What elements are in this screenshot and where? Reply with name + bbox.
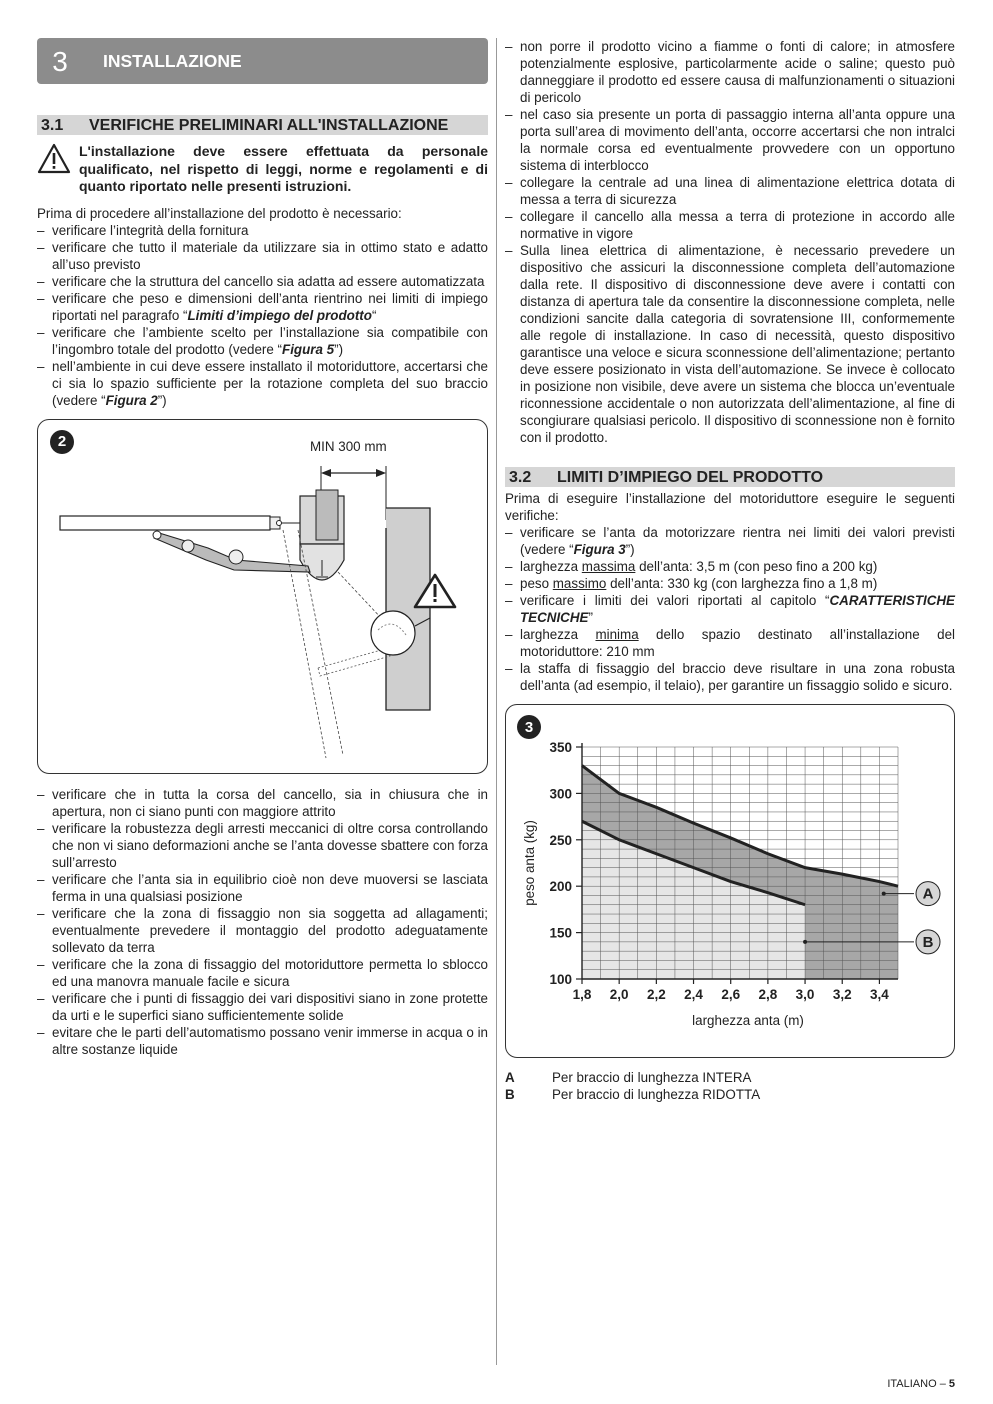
reference-link[interactable]: Limiti d’impiego del prodotto [187, 307, 372, 323]
warning-block [37, 143, 488, 196]
legend-item-a: A Per braccio di lunghezza INTERA [505, 1070, 752, 1085]
section-number: 3.2 [509, 468, 532, 486]
usage-limits-list [505, 524, 955, 694]
figure-number: 3 [517, 715, 541, 739]
y-tick-label: 350 [549, 740, 572, 755]
min-distance-label: MIN 300 mm [310, 438, 387, 454]
y-tick-label: 100 [549, 972, 572, 987]
list-item: – verificare se l’anta da motorizzare rientra nei limiti dei valori previsti (vedere “Figura 3”) [505, 524, 955, 558]
section-title: VERIFICHE PRELIMINARI ALL'INSTALLAZIONE [89, 116, 449, 134]
list-item: – verificare l’integrità della fornitura [37, 222, 488, 239]
list-item: – verificare che l’ambiente scelto per l’installazione sia compatibile con l’ingombro totale del prodotto (vedere “Figura 5”) [37, 324, 488, 358]
list-item: – peso massimo dell’anta: 330 kg (con larghezza fino a 1,8 m) [505, 575, 955, 592]
figure-number: 2 [50, 430, 74, 454]
figure-2 [37, 419, 488, 774]
x-axis-label: larghezza anta (m) [692, 1013, 804, 1028]
list-item: – verificare la robustezza degli arresti meccanici di oltre corsa controllando che non vi siano deformazioni anche se l’anta dovesse sbattere con forza sull’arresto [37, 820, 488, 871]
list-item: – larghezza massima dell’anta: 3,5 m (con peso fino a 200 kg) [505, 558, 955, 575]
list-item: – evitare che le parti dell’automatismo possano venir immerse in acqua o in altre sostanze liquide [37, 1024, 488, 1058]
x-tick-label: 2,6 [721, 987, 741, 1002]
preliminary-checks-list-continued [37, 786, 488, 1058]
list-item: – collegare il cancello alla messa a terra di protezione in accordo alle normative in vigore [505, 208, 955, 242]
section-title: LIMITI D’IMPIEGO DEL PRODOTTO [557, 468, 824, 486]
x-tick-label: 1,8 [572, 987, 592, 1002]
y-tick-label: 200 [549, 879, 572, 895]
list-item: – collegare la centrale ad una linea di alimentazione elettrica dotata di messa a terra di sicurezza [505, 174, 955, 208]
list-item: – verificare che l’anta sia in equilibrio cioè non deve muoversi se lasciata ferma in una qualsiasi posizione [37, 871, 488, 905]
reference-link[interactable]: CARATTERISTICHE TECNICHE [520, 593, 955, 625]
preliminary-checks-list [37, 222, 488, 409]
chart-legend [505, 1069, 955, 1103]
list-item: – verificare i limiti dei valori riportati al capitolo “CARATTERISTICHE TECNICHE” [505, 592, 955, 626]
legend-item-b: B Per braccio di lunghezza RIDOTTA [505, 1087, 761, 1102]
list-item: – verificare che tutto il materiale da utilizzare sia in ottimo stato e adatto all’uso previsto [37, 239, 488, 273]
section-number: 3.1 [41, 116, 64, 134]
y-axis-label: peso anta (kg) [522, 820, 537, 906]
list-item: – larghezza minima dello spazio destinato all’installazione del motoriduttore: 210 mm [505, 626, 955, 660]
page-footer [887, 1378, 955, 1390]
x-tick-label: 2,2 [646, 987, 666, 1002]
y-tick-label: 300 [549, 786, 572, 802]
list-item: – verificare che peso e dimensioni dell’anta rientrino nei limiti di impiego riportati nel paragrafo “Limiti d’impiego del prodotto“ [37, 290, 488, 324]
list-item: – verificare che la zona di fissaggio non sia soggetta ad allagamenti; eventualmente prevedere il montaggio del prodotto adeguatamente sollevato da terra [37, 905, 488, 956]
x-tick-label: 3,4 [870, 987, 889, 1002]
page-number: 5 [948, 1378, 955, 1390]
list-item: – verificare che i punti di fissaggio dei vari dispositivi siano in zone protette da urti e le superfici siano sufficientemente solide [37, 990, 488, 1024]
list-item: – nell’ambiente in cui deve essere installato il motoriduttore, accertarsi che ci sia lo spazio sufficiente per la rotazione completa del suo braccio (vedere “Figura 2”) [37, 358, 488, 409]
right-column [505, 38, 955, 1103]
warning-text: L'installazione deve essere effettuata da personale qualificato, nel rispetto di leggi, norme e regolamenti e di quanto riportato nelle presenti istruzioni. [79, 143, 488, 194]
series-marker-label: A [922, 885, 934, 903]
x-tick-label: 3,2 [832, 987, 852, 1002]
list-item: – verificare che in tutta la corsa del cancello, sia in chiusura che in apertura, non ci siano punti con maggiore attrito [37, 786, 488, 820]
intro-text: Prima di procedere all’installazione del prodotto è necessario: [37, 205, 402, 221]
list-item: – verificare che la struttura del cancello sia adatta ad essere automatizzata [37, 273, 488, 290]
y-tick-label: 250 [549, 832, 572, 848]
installation-checks-list [505, 38, 955, 446]
x-tick-label: 2,4 [684, 987, 703, 1002]
list-item: – verificare che la zona di fissaggio del motoriduttore permetta lo sblocco ed una manovra manuale facile e sicura [37, 956, 488, 990]
figure-3 [505, 704, 955, 1058]
x-tick-label: 2,0 [609, 987, 629, 1002]
column-divider [496, 38, 497, 1365]
footer-language: ITALIANO – [887, 1378, 949, 1390]
reference-link[interactable]: Figura 3 [573, 542, 626, 557]
chapter-number: 3 [52, 45, 68, 77]
chapter-title: INSTALLAZIONE [103, 50, 242, 71]
series-marker-label: B [922, 933, 934, 951]
chapter-header [37, 38, 488, 84]
x-tick-label: 3,0 [795, 987, 815, 1002]
reference-link[interactable]: Figura 2 [105, 392, 158, 408]
list-item: – Sulla linea elettrica di alimentazione, è necessario prevedere un dispositivo che assicuri la disconnessione completa dell’automazione dalla rete. Il dispositivo di disconnessione deve avere i contatti con distanza di apertura tale da consentire la disconnessione completa, nelle condizioni sancite dalla categoria di sovratensione III, conformemente alle regole di installazione. In caso di necessità, questo dispositivo garantisce una veloce e sicura sconnessione dell’alimentazione; pertanto deve essere posizionato in vista dell’automazione. Se invece è collocato in posizione non visibile, deve avere un sistema che blocca un’eventuale riconnessione accidentale o non autorizzata dell’alimentazione, al fine di scongiurare qualsiasi pericolo. Il dispositivo di sconnessione non è fornito con il prodotto. [505, 242, 955, 446]
section-heading-3-1 [37, 115, 488, 135]
weight-width-chart [506, 705, 954, 1057]
intro-text: Prima di eseguire l’installazione del motoriduttore eseguire le seguenti verifiche: [505, 491, 955, 523]
warning-icon [37, 143, 79, 196]
x-tick-label: 2,8 [758, 987, 778, 1002]
list-item: – la staffa di fissaggio del braccio deve risultare in una zona robusta dell’anta (ad esempio, il telaio), per garantire un fissaggio solido e sicuro. [505, 660, 955, 694]
reference-link[interactable]: Figura 5 [282, 341, 335, 357]
list-item: – non porre il prodotto vicino a fiamme o fonti di calore; in atmosfere potenzialmente esplosive, particolarmente acide o saline; questo può danneggiare il prodotto ed essere causa di malfunzionamenti o situazioni di pericolo [505, 38, 955, 106]
y-tick-label: 150 [549, 925, 572, 941]
arm-rotation-diagram [38, 420, 487, 773]
list-item: – nel caso sia presente un porta di passaggio interna all’anta oppure una porta sull’area di movimento dell’anta, occorre accertarsi che non intralci la normale corsa ed eventualmente provvedere con un opportuno sistema di interblocco [505, 106, 955, 174]
left-column [37, 38, 488, 1058]
section-heading-3-2 [505, 467, 955, 487]
